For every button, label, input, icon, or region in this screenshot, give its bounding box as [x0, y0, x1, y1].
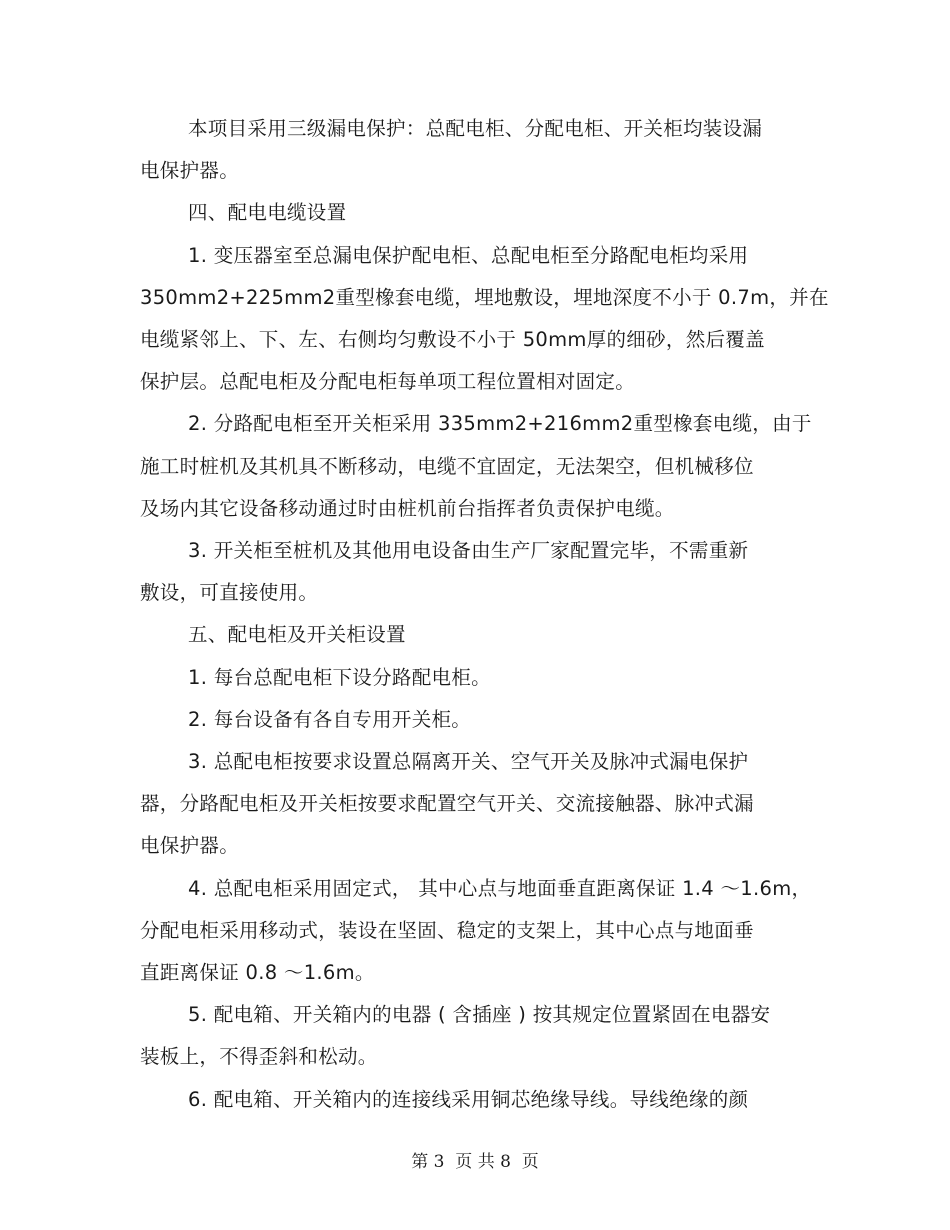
text-line: 电保护器。: [140, 834, 240, 857]
text-line: 电缆紧邻上、下、左、右侧均匀敷设不小于 50mm厚的细砂，然后覆盖: [140, 328, 765, 351]
text-line: 直距离保证 0.8 ～1.6m。: [140, 961, 375, 984]
text-line: 5. 配电箱、开关箱内的电器 ( 含插座 ) 按其规定位置紧固在电器安: [188, 1003, 771, 1026]
text-line: 2. 每台设备有各自专用开关柜。: [188, 708, 472, 731]
text-line: 及场内其它设备移动通过时由桩机前台指挥者负责保护电缆。: [140, 497, 675, 520]
text-line: 1. 变压器室至总漏电保护配电柜、总配电柜至分路配电柜均采用: [188, 244, 749, 267]
text-line: 敷设，可直接使用。: [140, 581, 319, 604]
page-number-footer: 第 3 页 共 8 页: [411, 1152, 539, 1172]
text-line: 4. 总配电柜采用固定式， 其中心点与地面垂直距离保证 1.4 ～1.6m，: [188, 877, 812, 900]
text-line: 1. 每台总配电柜下设分路配电柜。: [188, 666, 491, 689]
text-line: 3. 总配电柜按要求设置总隔离开关、空气开关及脉冲式漏电保护: [188, 750, 749, 773]
text-line: 分配电柜采用移动式，装设在坚固、稳定的支架上，其中心点与地面垂: [140, 919, 754, 942]
section-heading: 四、配电电缆设置: [188, 201, 347, 224]
text-line: 2. 分路配电柜至开关柜采用 335mm2+216mm2重型橡套电缆，由于: [188, 412, 812, 435]
text-line: 电保护器。: [140, 159, 240, 182]
text-line: 施工时桩机及其机具不断移动，电缆不宜固定，无法架空，但机械移位: [140, 455, 754, 478]
text-line: 装板上，不得歪斜和松动。: [140, 1045, 378, 1068]
text-line: 3. 开关柜至桩机及其他用电设备由生产厂家配置完毕，不需重新: [188, 539, 749, 562]
text-line: 保护层。总配电柜及分配电柜每单项工程位置相对固定。: [140, 370, 636, 393]
section-heading: 五、配电柜及开关柜设置: [188, 623, 406, 646]
text-line: 本项目采用三级漏电保护：总配电柜、分配电柜、开关柜均装设漏: [188, 117, 763, 140]
text-line: 350mm2+225mm2重型橡套电缆，埋地敷设，埋地深度不小于 0.7m，并在: [140, 286, 829, 309]
text-line: 器，分路配电柜及开关柜按要求配置空气开关、交流接触器、脉冲式漏: [140, 792, 754, 815]
text-line: 6. 配电箱、开关箱内的连接线采用铜芯绝缘导线。导线绝缘的颜: [188, 1088, 749, 1111]
